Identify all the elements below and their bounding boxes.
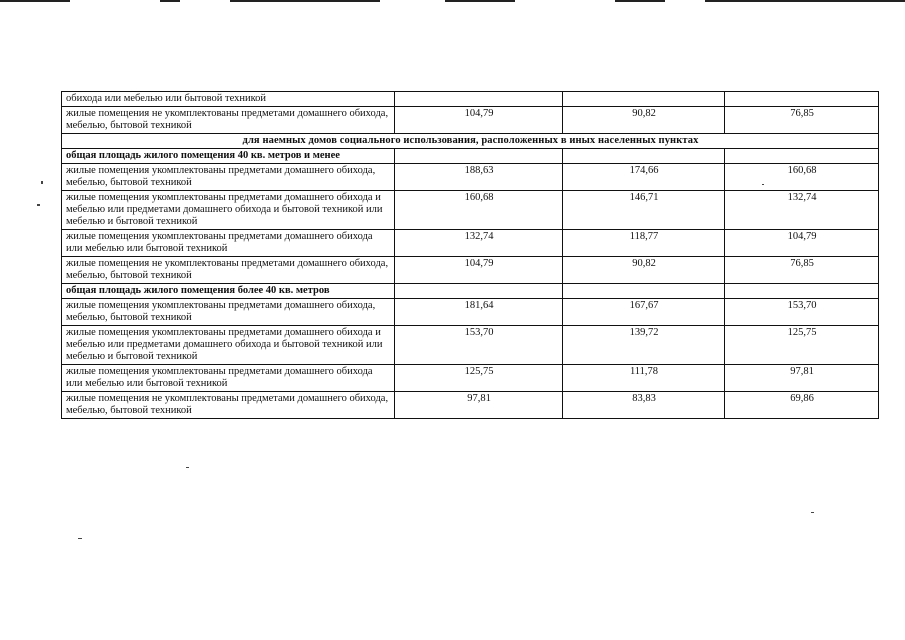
rate-value-3: 97,81 [725, 365, 879, 392]
rate-value-3: 125,75 [725, 326, 879, 365]
table-row [62, 230, 879, 257]
rate-value-2 [563, 149, 725, 164]
section-heading: для наемных домов социального использования, расположенных в иных населенных пунктах [62, 134, 879, 149]
rate-value-1 [395, 92, 563, 107]
rate-value-2: 174,66 [563, 164, 725, 191]
rate-value-3: 76,85 [725, 257, 879, 284]
table-group-row [62, 149, 879, 164]
scan-speck [41, 181, 43, 184]
rate-value-1: 153,70 [395, 326, 563, 365]
rate-value-1: 104,79 [395, 257, 563, 284]
rate-value-3 [725, 149, 879, 164]
rate-value-2: 90,82 [563, 107, 725, 134]
rate-value-2: 139,72 [563, 326, 725, 365]
rate-value-1 [395, 284, 563, 299]
rate-value-3 [725, 92, 879, 107]
table-group-row [62, 284, 879, 299]
rate-value-2: 167,67 [563, 299, 725, 326]
row-label: жилые помещения не укомплектованы предметами домашнего обихода, мебелью, бытовой техникой [62, 392, 395, 419]
scan-speck [186, 467, 189, 468]
table-row [62, 365, 879, 392]
rate-value-3: 76,85 [725, 107, 879, 134]
scan-speck [78, 538, 82, 539]
rate-value-3: 69,86 [725, 392, 879, 419]
rate-value-1: 132,74 [395, 230, 563, 257]
rate-value-3: 104,79 [725, 230, 879, 257]
rate-value-1: 125,75 [395, 365, 563, 392]
rate-value-2: 111,78 [563, 365, 725, 392]
rate-value-3: 153,70 [725, 299, 879, 326]
table-row [62, 92, 879, 107]
rate-value-1: 188,63 [395, 164, 563, 191]
scan-speck [762, 184, 764, 185]
rate-value-3 [725, 284, 879, 299]
row-label: жилые помещения укомплектованы предметами домашнего обихода и мебелью или предметами домашнего обихода и бытовой техникой или мебелью и бытовой техникой [62, 326, 395, 365]
table-section-row [62, 134, 879, 149]
rate-value-2: 146,71 [563, 191, 725, 230]
rate-value-2 [563, 92, 725, 107]
rate-value-2: 90,82 [563, 257, 725, 284]
table-row [62, 107, 879, 134]
row-label: обихода или мебелью или бытовой техникой [62, 92, 395, 107]
table-row [62, 326, 879, 365]
rate-value-1: 104,79 [395, 107, 563, 134]
table-row [62, 299, 879, 326]
rate-value-3: 160,68 [725, 164, 879, 191]
rate-value-1: 181,64 [395, 299, 563, 326]
table-row [62, 164, 879, 191]
scan-speck [811, 512, 814, 513]
rate-value-3: 132,74 [725, 191, 879, 230]
rate-value-2: 83,83 [563, 392, 725, 419]
rates-table-body [62, 92, 879, 419]
row-label: жилые помещения укомплектованы предметами домашнего обихода или мебелью или бытовой техникой [62, 230, 395, 257]
row-label: жилые помещения укомплектованы предметами домашнего обихода и мебелью или предметами домашнего обихода и бытовой техникой или мебелью и бытовой техникой [62, 191, 395, 230]
scan-top-edge [0, 0, 905, 4]
rate-value-1: 160,68 [395, 191, 563, 230]
table-row [62, 392, 879, 419]
table-row [62, 191, 879, 230]
row-label: жилые помещения укомплектованы предметами домашнего обихода, мебелью, бытовой техникой [62, 299, 395, 326]
row-label: жилые помещения укомплектованы предметами домашнего обихода, мебелью, бытовой техникой [62, 164, 395, 191]
rate-value-2 [563, 284, 725, 299]
rate-value-1 [395, 149, 563, 164]
group-label: общая площадь жилого помещения более 40 кв. метров [62, 284, 395, 299]
scan-speck [37, 204, 40, 206]
rates-table [61, 91, 879, 419]
rate-value-2: 118,77 [563, 230, 725, 257]
group-label: общая площадь жилого помещения 40 кв. метров и менее [62, 149, 395, 164]
row-label: жилые помещения не укомплектованы предметами домашнего обихода, мебелью, бытовой техникой [62, 257, 395, 284]
rate-value-1: 97,81 [395, 392, 563, 419]
row-label: жилые помещения укомплектованы предметами домашнего обихода или мебелью или бытовой техникой [62, 365, 395, 392]
table-row [62, 257, 879, 284]
row-label: жилые помещения не укомплектованы предметами домашнего обихода, мебелью, бытовой техникой [62, 107, 395, 134]
